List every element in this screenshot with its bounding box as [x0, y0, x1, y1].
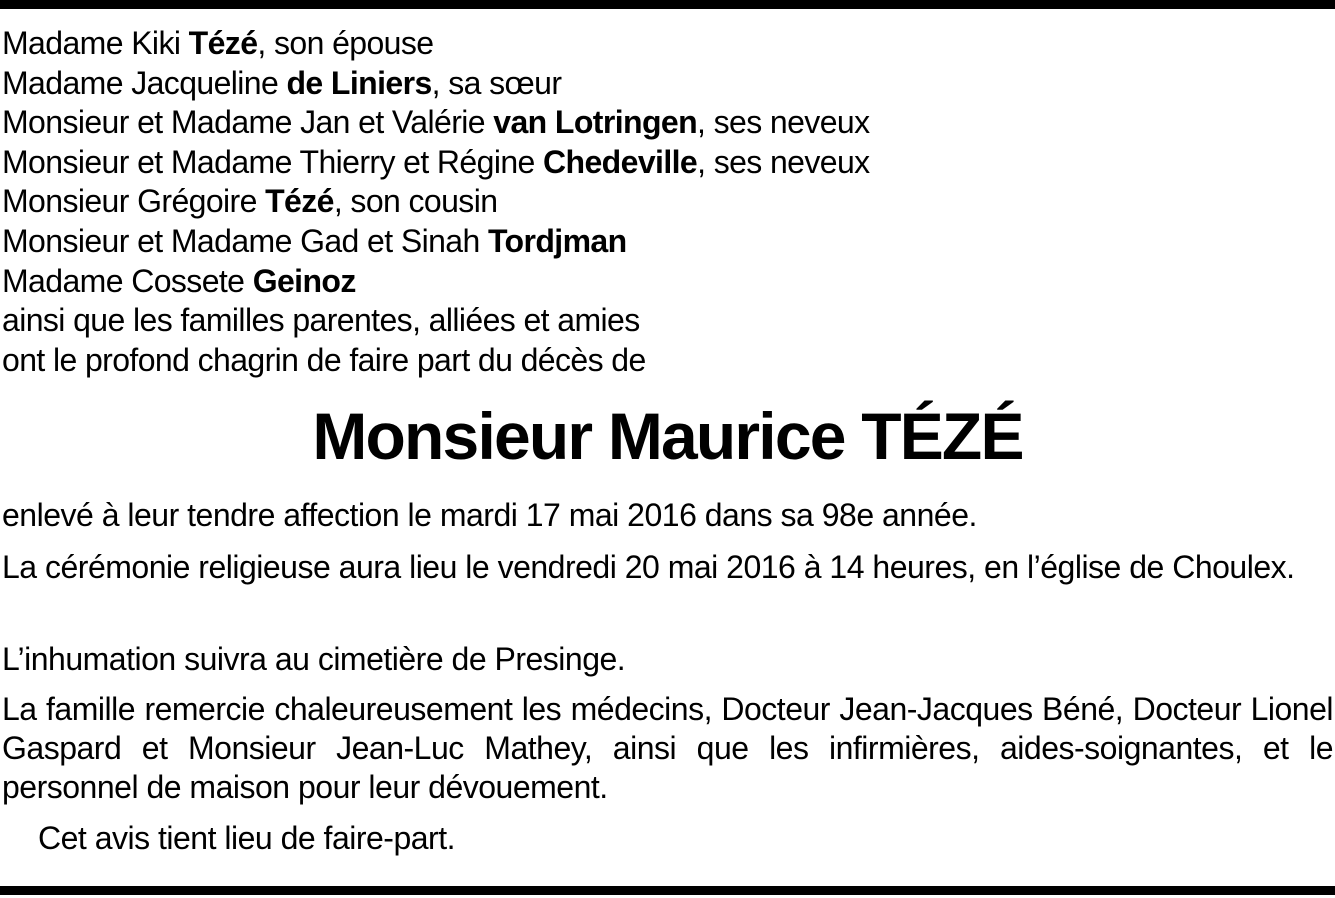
mourner-surname: Chedeville	[543, 143, 698, 180]
mourner-surname: Geinoz	[252, 262, 356, 299]
mourner-line	[2, 24, 1302, 64]
mourner-relation: , son épouse	[257, 25, 434, 61]
thanks-paragraph: La famille remercie chaleureusement les médecins, Docteur Jean-Jacques Béné, Docteur Lionel Gaspard et Monsieur Jean-Luc Mathey, ainsi que les infirmières, aides-soignantes, et le personnel de maison pour leur dévouement.	[2, 691, 1333, 805]
deceased-name: Monsieur Maurice TÉZÉ	[312, 399, 1023, 473]
mourner-line	[2, 182, 1302, 222]
mourner-relation: , sa sœur	[431, 64, 562, 101]
mourner-surname: Tordjman	[487, 222, 627, 259]
closing-note: Cet avis tient lieu de faire-part.	[38, 820, 455, 856]
mourner-prefix: Monsieur et Madame Jan et Valérie	[2, 104, 494, 141]
ceremony-paragraph: La cérémonie religieuse aura lieu le vendredi 20 mai 2016 à 14 heures, en l’église de Choulex.	[2, 549, 1295, 585]
mourner-prefix: Madame Cossete	[2, 262, 253, 299]
bottom-border-rule	[0, 886, 1335, 895]
mourner-prefix: Madame Kiki	[2, 25, 189, 61]
mourner-relation: , ses neveux	[697, 143, 870, 180]
mourner-line	[2, 103, 1302, 143]
mourner-surname: Tézé	[265, 183, 334, 220]
mourner-surname: Tézé	[188, 25, 258, 61]
mourner-prefix: Madame Jacqueline	[2, 64, 287, 101]
mourner-line	[2, 64, 1302, 104]
burial-paragraph: L’inhumation suivra au cimetière de Presinge.	[2, 641, 626, 677]
mourner-prefix: Monsieur Grégoire	[2, 183, 266, 220]
mourner-surname: van Lotringen	[493, 104, 698, 141]
top-border-rule	[0, 0, 1335, 9]
mourner-surname: de Liniers	[286, 64, 432, 101]
mourner-prefix: Monsieur et Madame Thierry et Régine	[2, 143, 544, 180]
mourner-line	[2, 143, 1302, 183]
mourners-list	[2, 24, 1302, 380]
mourner-line	[2, 262, 1302, 302]
death-paragraph: enlevé à leur tendre affection le mardi 17 mai 2016 dans sa 98e année.	[2, 497, 977, 533]
intro-line: ainsi que les familles parentes, alliées et amies	[2, 302, 640, 339]
mourner-line	[2, 222, 1302, 262]
intro-line: ont le profond chagrin de faire part du décès de	[2, 341, 646, 378]
mourner-relation: , son cousin	[333, 183, 498, 220]
mourner-prefix: Monsieur et Madame Gad et Sinah	[2, 222, 488, 259]
mourner-relation: , ses neveux	[697, 104, 870, 141]
